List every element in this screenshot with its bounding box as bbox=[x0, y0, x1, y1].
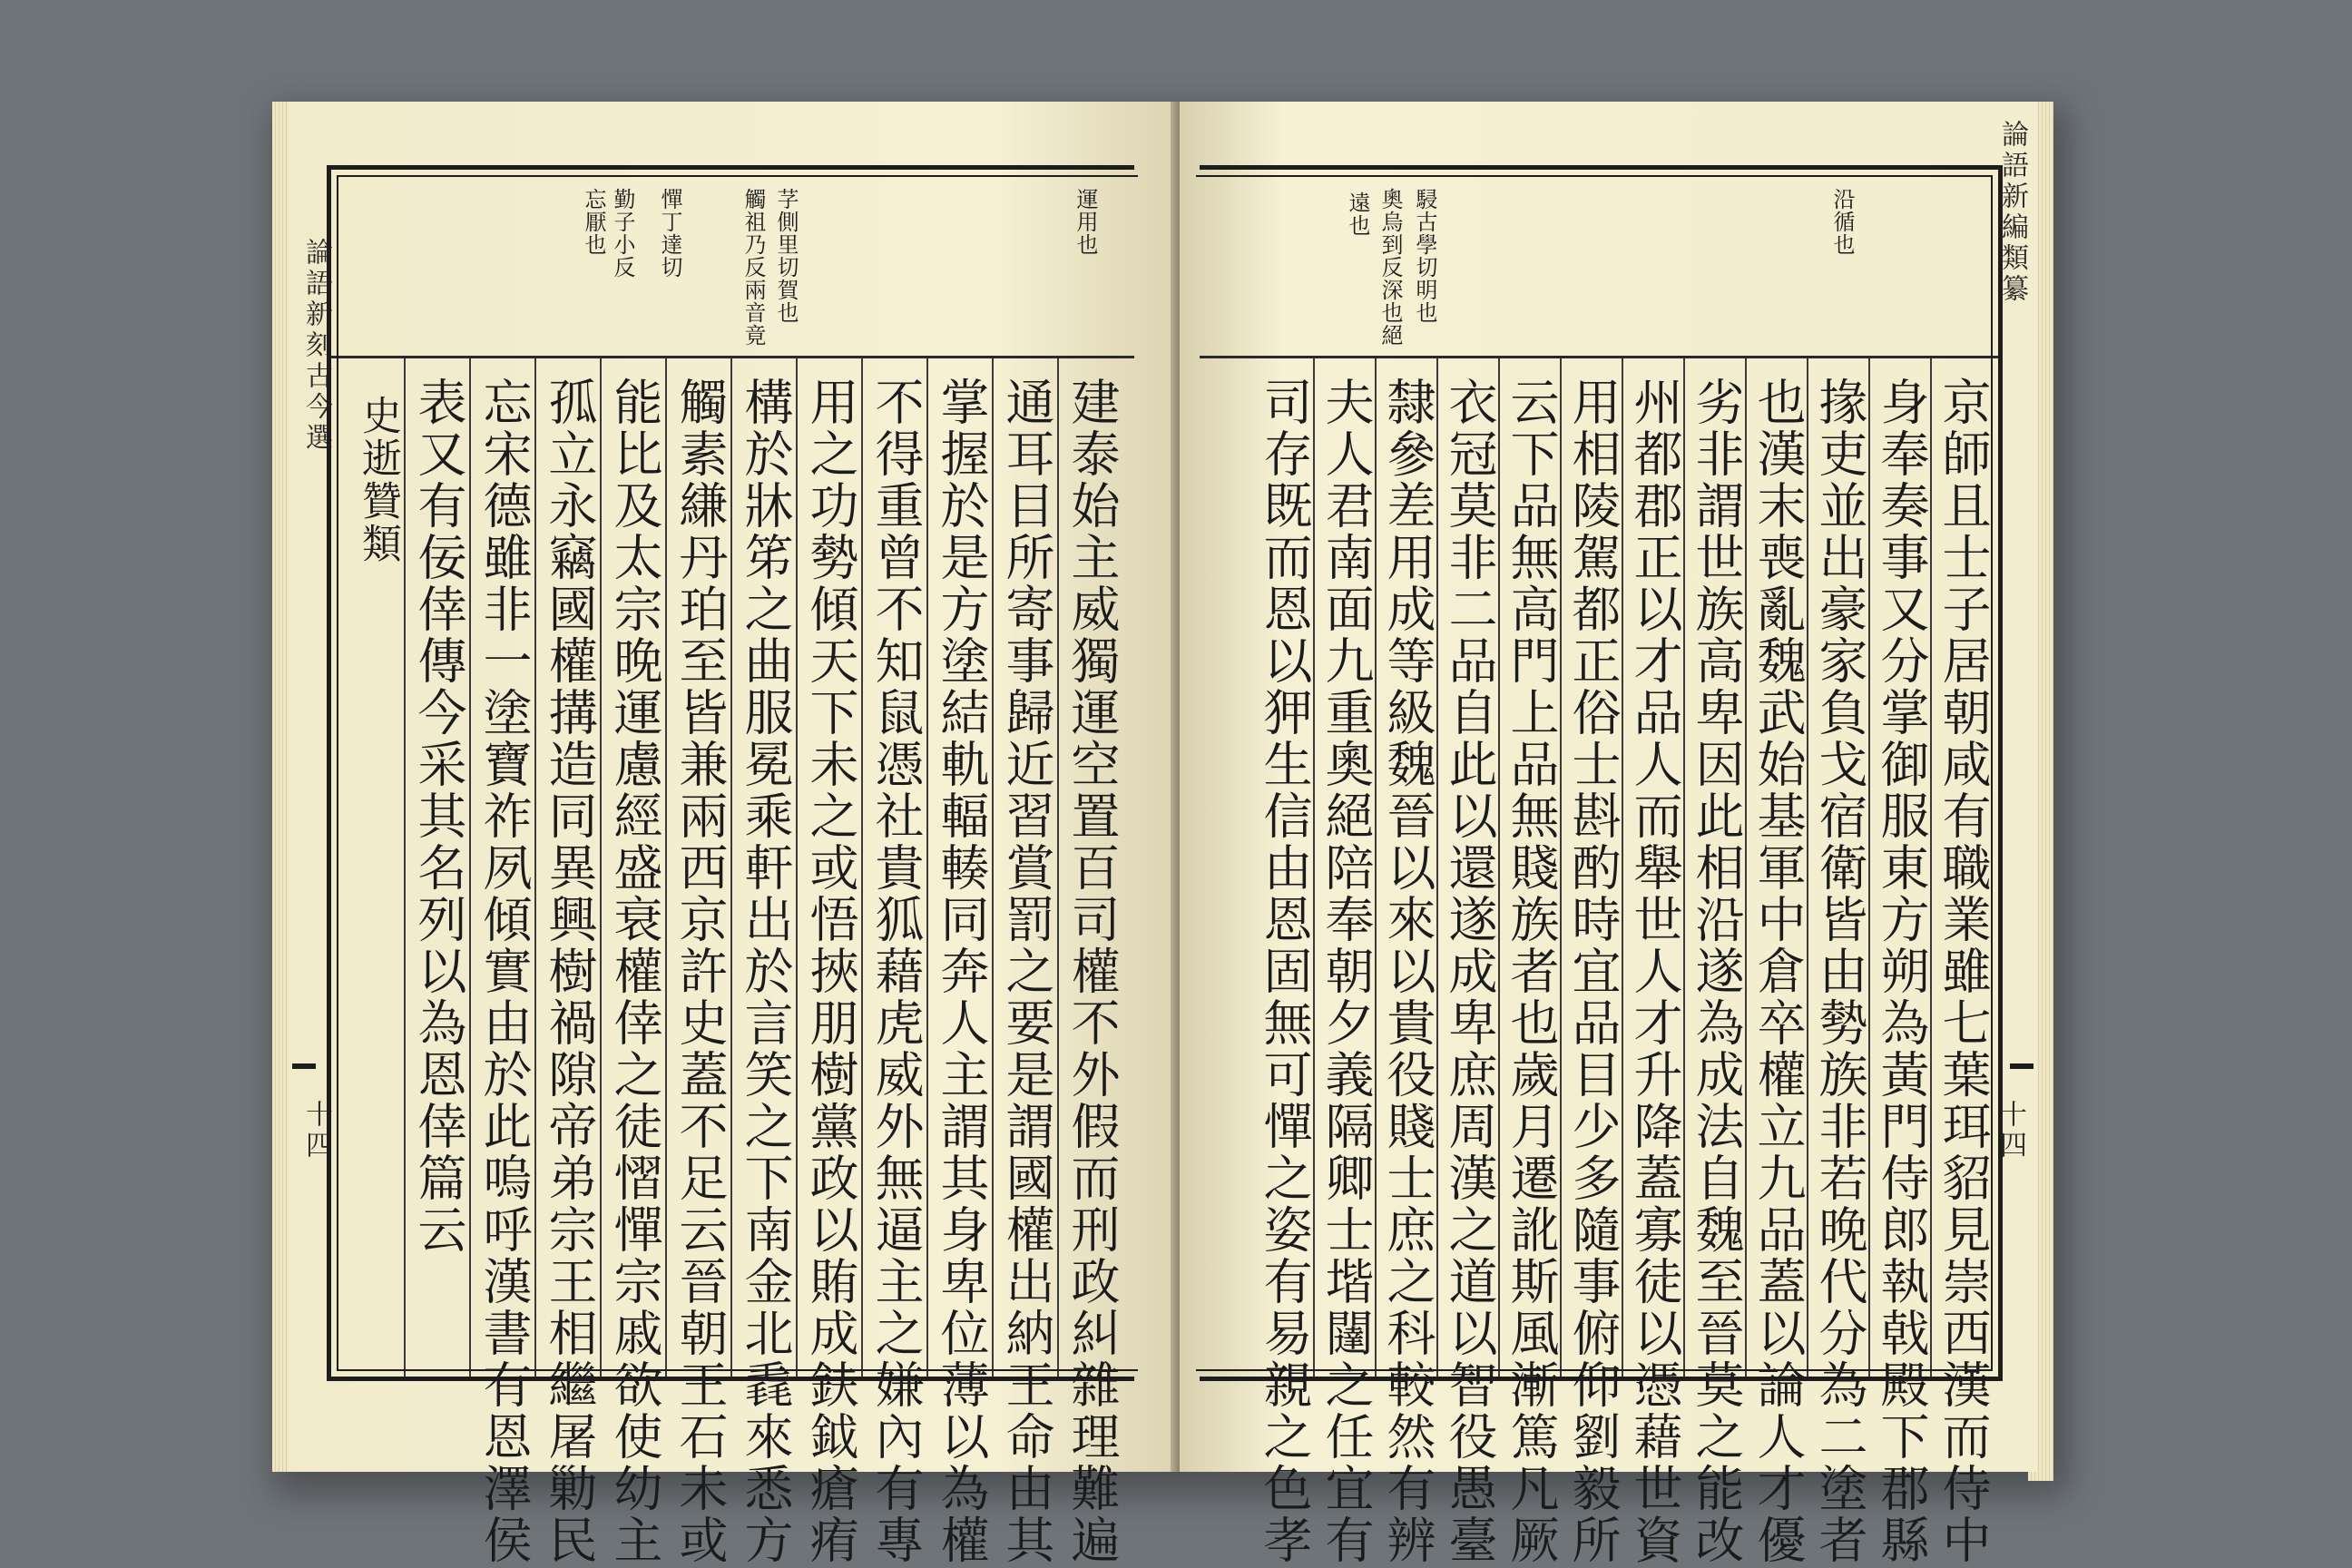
column-rule bbox=[1807, 358, 1808, 1377]
text-column: 州都郡正以才品人而舉世人才升降蓋寡徒以憑藉世資 bbox=[1626, 377, 1683, 1566]
left-head-notes bbox=[331, 170, 1134, 358]
head-note: 憚丁達切 bbox=[657, 188, 682, 279]
head-note: 駸古學切明也 bbox=[1412, 188, 1437, 324]
text-column: 身奉奏事又分掌御服東方朔為黃門侍郎執戟殿下郡縣 bbox=[1873, 377, 1930, 1566]
text-column: 通耳目所寄事歸近習賞罰之要是謂國權出納王命由其 bbox=[998, 377, 1055, 1566]
text-column: 司存既而恩以狎生信由恩固無可憚之姿有易親之色孝 bbox=[1256, 377, 1313, 1566]
head-note: 芓側里切賀也 bbox=[773, 188, 799, 324]
column-rule bbox=[1375, 358, 1377, 1377]
left-body bbox=[331, 358, 1134, 1566]
head-note: 忘厭也 bbox=[581, 188, 606, 256]
text-column: 表又有佞倖傳今采其名列以為恩倖篇云 bbox=[410, 377, 467, 1256]
column-rule bbox=[469, 358, 471, 1377]
head-note: 奧烏到反深也絕 bbox=[1377, 188, 1403, 347]
column-rule bbox=[926, 358, 928, 1377]
column-rule bbox=[404, 358, 406, 1377]
text-column: 用之功勢傾天下未之或悟挾朋樹黨政以賄成鈇鉞瘡痏 bbox=[802, 377, 859, 1566]
text-column: 衣冠莫非二品自此以還遂成卑庶周漢之道以智役愚臺 bbox=[1441, 377, 1498, 1566]
left-folio: 十四 bbox=[300, 1100, 332, 1161]
column-rule bbox=[1560, 358, 1562, 1377]
text-column: 觸素縑丹珀至皆兼兩西京許史蓋不足云晉朝王石未或 bbox=[671, 377, 729, 1566]
column-rule bbox=[1498, 358, 1500, 1377]
section-title: 史逝贊類 bbox=[355, 395, 401, 565]
right-page bbox=[1180, 102, 2037, 1566]
left-page bbox=[289, 102, 1173, 1566]
text-column: 忘宋德雖非一塗寶祚夙傾實由於此嗚呼漢書有恩澤侯 bbox=[475, 377, 533, 1566]
column-rule bbox=[534, 358, 536, 1377]
column-rule bbox=[1436, 358, 1438, 1377]
head-note: 觸祖乃反兩音竟 bbox=[740, 188, 766, 347]
text-column: 掾吏並出豪家負戈宿衛皆由勢族非若晚代分為二塗者 bbox=[1811, 377, 1868, 1566]
column-rule bbox=[1745, 358, 1747, 1377]
left-frame bbox=[327, 165, 1134, 1566]
column-rule bbox=[1313, 358, 1315, 1377]
column-rule bbox=[1683, 358, 1685, 1377]
text-column: 用相陵駕都正俗士斟酌時宜品目少多隨事俯仰劉毅所 bbox=[1564, 377, 1622, 1566]
head-note: 勤子小反 bbox=[610, 188, 635, 279]
text-column: 隸參差用成等級魏晉以來以貴役賤士庶之科較然有辨 bbox=[1379, 377, 1436, 1566]
text-column: 京師且士子居朝咸有職業雖七葉珥貂見崇西漢而侍中 bbox=[1935, 377, 1992, 1566]
text-column: 孤立永竊國權搆造同異興樹禍隙帝弟宗王相繼屠勦民 bbox=[541, 377, 598, 1566]
text-column: 云下品無高門上品無賤族者也歲月遷訛斯風漸篤凡厥 bbox=[1503, 377, 1560, 1566]
column-rule bbox=[861, 358, 863, 1377]
column-rule bbox=[1622, 358, 1623, 1377]
right-body bbox=[1200, 358, 1998, 1566]
text-column: 劣非謂世族高卑因此相沿遂為成法自魏至晉莫之能改 bbox=[1688, 377, 1745, 1566]
column-rule bbox=[796, 358, 798, 1377]
head-note: 沿循也 bbox=[1829, 188, 1855, 256]
fold-mark-left bbox=[292, 1063, 316, 1069]
column-rule bbox=[665, 358, 667, 1377]
text-column: 也漢末喪亂魏武始基軍中倉卒權立九品蓋以論人才優 bbox=[1749, 377, 1807, 1566]
column-rule bbox=[992, 358, 994, 1377]
column-rule bbox=[730, 358, 732, 1377]
text-column: 夫人君南面九重奧絕陪奉朝夕義隔卿士堦闥之任宜有 bbox=[1318, 377, 1375, 1566]
text-column: 構於牀笫之曲服冕乘軒出於言笑之下南金北毳來悉方 bbox=[737, 377, 794, 1566]
column-rule bbox=[1057, 358, 1059, 1377]
text-column: 掌握於是方塗結軌輻輳同奔人主謂其身卑位薄以為權 bbox=[933, 377, 990, 1566]
head-note: 運用也 bbox=[1073, 188, 1098, 256]
text-column: 建泰始主威獨運空置百司權不外假而刑政糾雜理難遍 bbox=[1063, 377, 1121, 1566]
column-rule bbox=[1930, 358, 1932, 1377]
right-folio: 十四 bbox=[1994, 1100, 2026, 1161]
left-edge-margin-text: 論語新刻古今選 bbox=[300, 238, 332, 454]
right-frame bbox=[1200, 165, 2003, 1566]
column-rule bbox=[1868, 358, 1870, 1377]
right-edge-margin-text: 論語新編類纂 bbox=[1996, 120, 2028, 305]
column-rule bbox=[600, 358, 602, 1377]
text-column: 不得重曾不知鼠憑社貴狐藉虎威外無逼主之嫌內有專 bbox=[867, 377, 925, 1566]
fold-mark-right bbox=[2010, 1063, 2034, 1069]
right-head-notes bbox=[1200, 170, 1998, 358]
head-note: 遠也 bbox=[1345, 191, 1370, 237]
text-column: 能比及太宗晚運慮經盛衰權倖之徒慴憚宗戚欲使幼主 bbox=[606, 377, 663, 1566]
